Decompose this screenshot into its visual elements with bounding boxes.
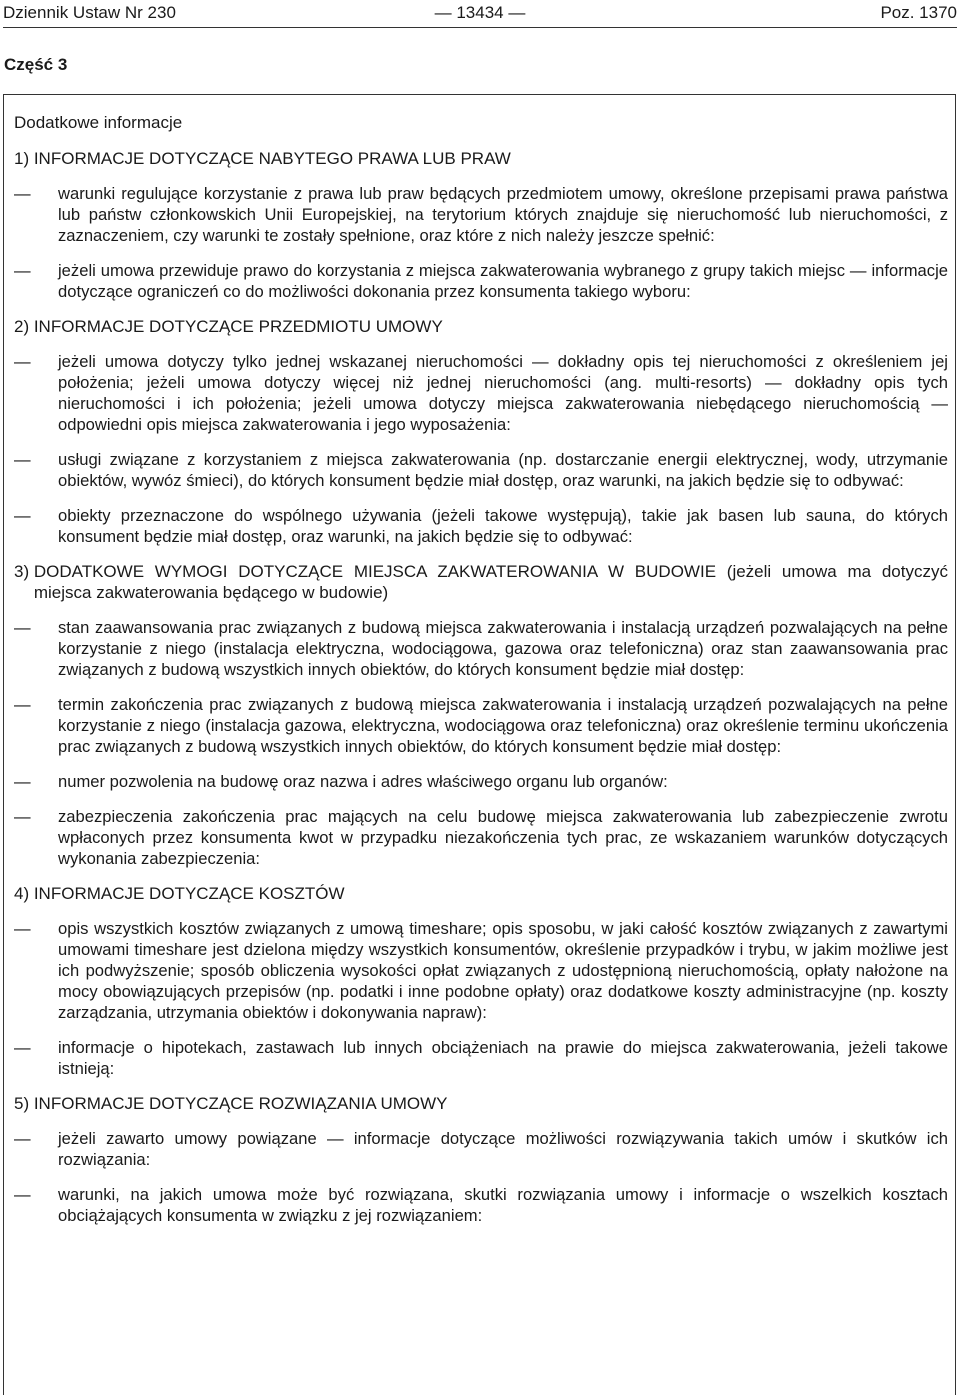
list-item <box>14 918 948 1023</box>
list-item-text: warunki regulujące korzystanie z prawa lub praw będących przedmiotem umowy, określone przepisami prawa państwa lub państw członkowskich Unii Europejskiej, na terytorium których znajduje się nieruchomość lub nieruchomości, z zaznaczeniem, czy warunki te zostały spełnione, oraz które z nich należy jeszcze spełnić: <box>58 184 948 245</box>
dash-marker: — <box>14 261 31 280</box>
dash-marker: — <box>14 695 31 714</box>
dash-marker: — <box>14 807 31 826</box>
list-item-text: obiekty przeznaczone do wspólnego używania (jeżeli takowe występują), takie jak basen lub sauna, do których konsument będzie miał dostęp, oraz warunki, na jakich będzie się to odbywać: <box>58 506 948 546</box>
dash-marker: — <box>14 184 31 203</box>
section-number: 3) <box>14 562 34 581</box>
dash-marker: — <box>14 506 31 525</box>
list-item <box>14 1128 948 1170</box>
list-item <box>14 183 948 246</box>
page-number: — 13434 — <box>434 3 526 22</box>
list-item <box>14 1037 948 1079</box>
section-2-heading: 2) INFORMACJE DOTYCZĄCE PRZEDMIOTU UMOWY <box>14 317 443 336</box>
list-item-text: stan zaawansowania prac związanych z budową miejsca zakwaterowania i instalacją urządzeń pozwalających na pełne korzystanie z niego (instalacja elektryczna, wodociągowa, gazowa oraz telefoniczna) oraz stan zaawansowania prac związanych z budową wszystkich innych obiektów, do których konsument będzie miał dostęp: <box>58 618 948 679</box>
section-3-heading <box>14 561 948 603</box>
dash-marker: — <box>14 1038 31 1057</box>
document-body <box>14 112 948 1226</box>
list-item-text: warunki, na jakich umowa może być rozwiązana, skutki rozwiązania umowy i informacje o wszelkich kosztach obciążających konsumenta w związku z jej rozwiązaniem: <box>58 1185 948 1225</box>
list-item <box>14 806 948 869</box>
list-item-text: termin zakończenia prac związanych z budową miejsca zakwaterowania i instalacją urządzeń pozwalających na pełne korzystanie z niego (instalacja gazowa, elektryczna, wodociągowa oraz telefoniczna) oraz określenie terminu ukończenia prac związanych z budową wszystkich innych obiektów, do których konsument będzie miał dostęp: <box>58 695 948 756</box>
section-1-heading: 1) INFORMACJE DOTYCZĄCE NABYTEGO PRAWA LUB PRAW <box>14 149 511 168</box>
section-5-heading: 5) INFORMACJE DOTYCZĄCE ROZWIĄZANIA UMOWY <box>14 1094 448 1113</box>
additional-info-heading: Dodatkowe informacje <box>14 113 183 132</box>
list-item-text: zabezpieczenia zakończenia prac mających na celu budowę miejsca zakwaterowania lub zabezpieczenie zwrotu wpłaconych przez konsumenta kwot w przypadku niezakończenia tych prac, ze wskazaniem warunków dotyczących wykonania zabezpieczenia: <box>58 807 948 868</box>
list-item-text: jeżeli zawarto umowy powiązane — informacje dotyczące możliwości rozwiązywania takich umów i skutków ich rozwiązania: <box>58 1129 948 1169</box>
dash-marker: — <box>14 450 31 469</box>
list-item <box>14 449 948 491</box>
section-4-heading: 4) INFORMACJE DOTYCZĄCE KOSZTÓW <box>14 884 345 903</box>
section-heading-text: DODATKOWE WYMOGI DOTYCZĄCE MIEJSCA ZAKWATEROWANIA W BUDOWIE (jeżeli umowa ma dotyczyć miejsca zakwaterowania będącego w budowie) <box>33 562 948 602</box>
list-item <box>14 260 948 302</box>
list-item-text: numer pozwolenia na budowę oraz nazwa i adres właściwego organu lub organów: <box>58 772 668 791</box>
page-header <box>3 0 957 22</box>
dash-marker: — <box>14 352 31 371</box>
list-item-text: jeżeli umowa przewiduje prawo do korzystania z miejsca zakwaterowania wybranego z grupy takich miejsc — informacje dotyczące ograniczeń co do możliwości dokonania przez konsumenta takiego wyboru: <box>58 261 948 301</box>
list-item-text: usługi związane z korzystaniem z miejsca zakwaterowania (np. dostarczanie energii elektrycznej, wody, utrzymanie obiektów, wywóz śmieci), do których konsument będzie miał dostęp, oraz warunki, na jakich będzie się to odbywać: <box>58 450 948 490</box>
dash-marker: — <box>14 618 31 637</box>
list-item <box>14 694 948 757</box>
position-number: Poz. 1370 <box>880 3 957 22</box>
list-item-text: opis wszystkich kosztów związanych z umową timeshare; opis sposobu, w jaki całość kosztów związanych z zawartymi umowami timeshare jest dzielona między wszystkich konsumentów, określenie przypadków i trybu, w jakim możliwe jest ich podwyższenie; sposób obliczenia wysokości opłat związanych z udostępnioną nieruchomością, opłaty nałożone na mocy obowiązujących przepisów (np. podatki i inne podobne opłaty) oraz dodatkowe koszty administracyjne (np. koszty zarządzania, utrzymania obiektów i dokonywania napraw): <box>58 919 948 1022</box>
list-item-text: informacje o hipotekach, zastawach lub innych obciążeniach na prawie do miejsca zakwaterowania, jeżeli takowe istnieją: <box>58 1038 948 1078</box>
part-title: Część 3 <box>4 55 68 74</box>
list-item <box>14 771 948 792</box>
dash-marker: — <box>14 1129 31 1148</box>
list-item-text: jeżeli umowa dotyczy tylko jednej wskazanej nieruchomości — dokładny opis tej nieruchomości z określeniem jej położenia; jeżeli umowa dotyczy więcej niż jednej nieruchomości (ang. multi-resorts) — dokładny opis tych nieruchomości i ich położenia; jeżeli umowa dotyczy miejsca zakwaterowania niebędącego nieruchomością — odpowiedni opis miejsca zakwaterowania i jego wyposażenia: <box>58 352 948 434</box>
list-item <box>14 351 948 435</box>
journal-title: Dziennik Ustaw Nr 230 <box>3 3 176 22</box>
dash-marker: — <box>14 772 31 791</box>
list-item <box>14 1184 948 1226</box>
list-item <box>14 505 948 547</box>
dash-marker: — <box>14 919 31 938</box>
header-divider <box>3 27 957 28</box>
dash-marker: — <box>14 1185 31 1204</box>
list-item <box>14 617 948 680</box>
